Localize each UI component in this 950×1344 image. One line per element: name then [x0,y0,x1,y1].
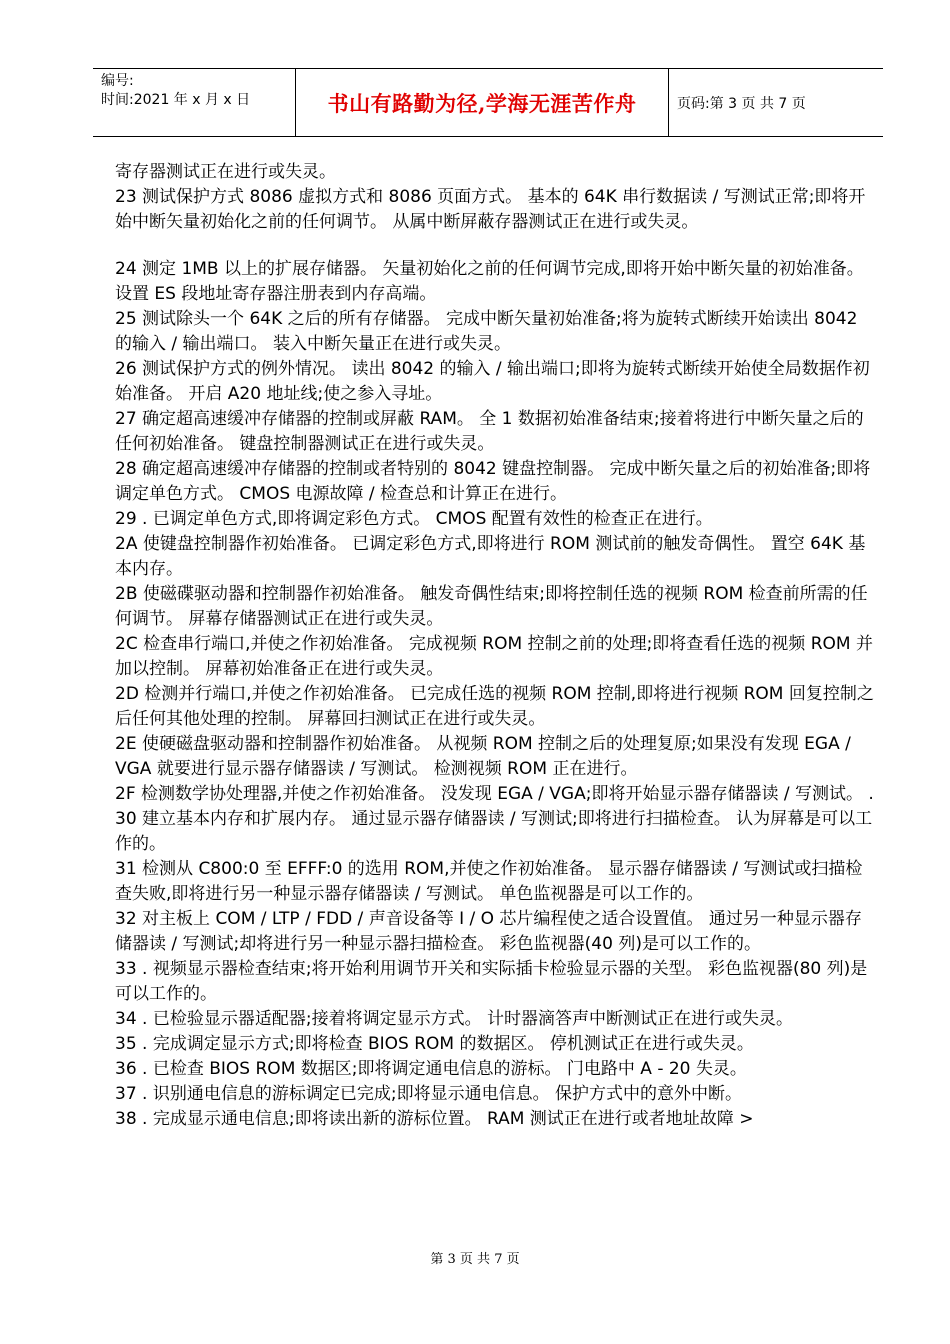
footer-page-number: 第 3 页 共 7 页 [430,1252,520,1267]
header-page-cell [669,69,883,136]
paragraph: 33 . 视频显示器检查结束;将开始利用调节开关和实际插卡检验显示器的关型。 彩色监视器(80 列)是可以工作的。 [115,959,868,1004]
paragraph: 寄存器测试正在进行或失灵。 [115,162,336,182]
paragraph: 31 检测从 C800:0 至 EFFF:0 的选用 ROM,并使之作初始准备。 显示器存储器读 / 写测试或扫描检查失败,即将进行另一种显示器存储器读 / 写测试。 单色监视器是可以工作的。 [115,859,863,904]
paragraph: 23 测试保护方式 8086 虚拟方式和 8086 页面方式。 基本的 64K 串行数据读 / 写测试正常;即将开始中断矢量初始化之前的任何调节。 从属中断屏蔽存器测试正在进行或失灵。 [115,187,866,232]
document-time-label: 时间:2021 年 x 月 x 日 [101,92,251,108]
paragraph: 25 测试除头一个 64K 之后的所有存储器。 完成中断矢量初始准备;将为旋转式断续开始读出 8042 的输入 / 输出端口。 装入中断矢量正在进行或失灵。 [115,309,863,354]
paragraph: 28 确定超高速缓冲存储器的控制或者特别的 8042 键盘控制器。 完成中断矢量之后的初始准备;即将调定单色方式。 CMOS 电源故障 / 检查总和计算正在进行。 [115,459,871,504]
paragraph: 2B 使磁碟驱动器和控制器作初始准备。 触发奇偶性结束;即将控制任选的视频 ROM 检查前所需的任何调节。 屏幕存储器测试正在进行或失灵。 [115,584,868,629]
paragraph: 37 . 识别通电信息的游标调定已完成;即将显示通电信息。 保护方式中的意外中断。 [115,1084,742,1104]
paragraph: 32 对主板上 COM / LTP / FDD / 声音设备等 I / O 芯片编程使之适合设置值。 通过另一种显示器存储器读 / 写测试;却将进行另一种显示器扫描检查。 彩色监视器(40 列)是可以工作的。 [115,909,862,954]
header-motto: 书山有路勤为径,学海无涯苦作舟 [327,90,637,116]
paragraph: 27 确定超高速缓冲存储器的控制或屏蔽 RAM。 全 1 数据初始准备结束;接着将进行中断矢量之后的任何初始准备。 键盘控制器测试正在进行或失灵。 [115,409,864,454]
paragraph: 35 . 完成调定显示方式;即将检查 BIOS ROM 的数据区。 停机测试正在进行或失灵。 [115,1034,754,1054]
paragraph: 2C 检查串行端口,并使之作初始准备。 完成视频 ROM 控制之前的处理;即将查看任选的视频 ROM 并加以控制。 屏幕初始准备正在进行或失灵。 [115,634,873,679]
paragraph: 2E 使硬磁盘驱动器和控制器作初始准备。 从视频 ROM 控制之后的处理复原;如果没有发现 EGA / VGA 就要进行显示器存储器读 / 写测试。 检测视频 ROM 正在进行。 [115,734,857,779]
page-header [93,68,883,137]
paragraph: 30 建立基本内存和扩展内存。 通过显示器存储器读 / 写测试;即将进行扫描检查。 认为屏幕是可以工作的。 [115,809,873,854]
document-number-label: 编号: [101,73,134,89]
document-body [115,160,875,1132]
paragraph: 2A 使键盘控制器作初始准备。 已调定彩色方式,即将进行 ROM 测试前的触发奇偶性。 置空 64K 基本内存。 [115,534,866,579]
header-meta [93,69,295,136]
paragraph: 34 . 已检验显示器适配器;接着将调定显示方式。 计时器滴答声中断测试正在进行或失灵。 [115,1009,793,1029]
page-footer [0,1248,950,1267]
paragraph: 2F 检测数学协处理器,并使之作初始准备。 没发现 EGA / VGA;即将开始显示器存储器读 / 写测试。 . [115,784,874,804]
paragraph: 24 测定 1MB 以上的扩展存储器。 矢量初始化之前的任何调节完成,即将开始中断矢量的初始准备。 设置 ES 段地址寄存器注册表到内存高端。 [115,259,870,304]
paragraph: 2D 检测并行端口,并使之作初始准备。 已完成任选的视频 ROM 控制,即将进行视频 ROM 回复控制之后任何其他处理的控制。 屏幕回扫测试正在进行或失灵。 [115,684,874,729]
paragraph: 29 . 已调定单色方式,即将调定彩色方式。 CMOS 配置有效性的检查正在进行。 [115,509,713,529]
paragraph: 36 . 已检查 BIOS ROM 数据区;即将调定通电信息的游标。 门电路中 A - 20 失灵。 [115,1059,747,1079]
header-page-label: 页码:第 3 页 共 7 页 [677,95,806,112]
header-motto-cell [295,69,669,136]
paragraph: 38 . 完成显示通电信息;即将读出新的游标位置。 RAM 测试正在进行或者地址故障 > [115,1109,754,1129]
paragraph: 26 测试保护方式的例外情况。 读出 8042 的输入 / 输出端口;即将为旋转式断续开始使全局数据作初始准备。 开启 A20 地址线;使之参入寻址。 [115,359,870,404]
